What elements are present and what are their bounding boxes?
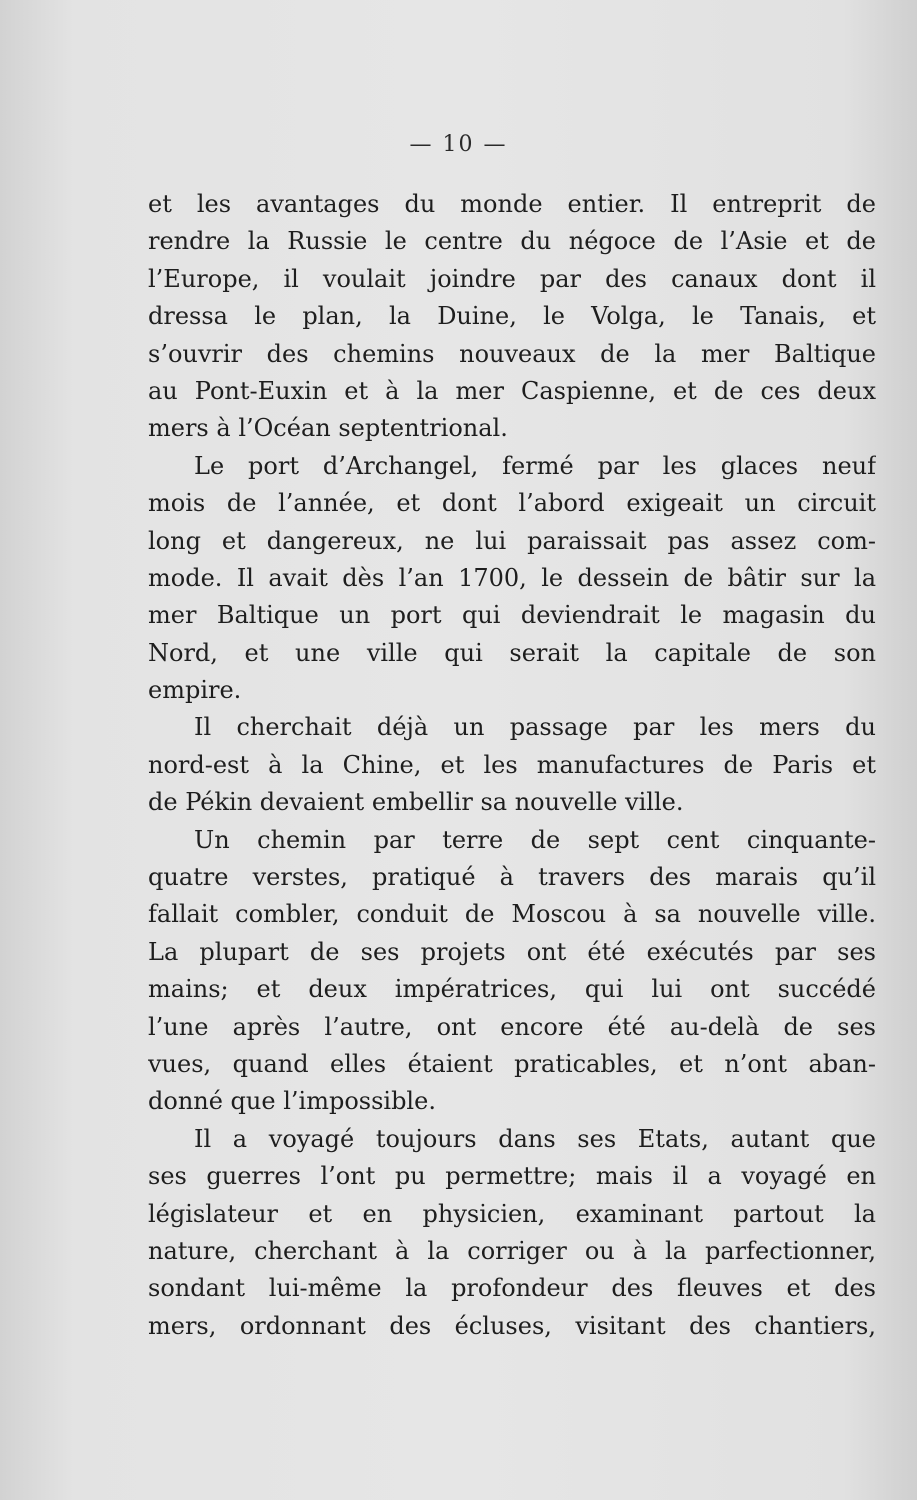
text-line: Nord, et une ville qui serait la capitale de son <box>148 638 876 667</box>
text-line: mois de l’année, et dont l’abord exigeait un circuit <box>148 489 876 518</box>
text-line: Un chemin par terre de sept cent cinquante- <box>194 825 876 854</box>
text-line: s’ouvrir des chemins nouveaux de la mer Baltique <box>148 339 876 368</box>
text-line: et les avantages du monde entier. Il entreprit de <box>148 190 876 218</box>
text-line: nature, cherchant à la corriger ou à la parfectionner, <box>148 1236 876 1265</box>
text-line: de Pékin devaient embellir sa nouvelle ville. <box>148 788 684 817</box>
text-line: long et dangereux, ne lui paraissait pas assez com- <box>148 526 876 555</box>
text-line: ses guerres l’ont pu permettre; mais il a voyagé en <box>148 1162 876 1191</box>
text-line: mers à l’Océan septentrional. <box>148 414 508 443</box>
text-line: quatre verstes, pratiqué à travers des marais qu’il <box>148 863 876 892</box>
text-line: l’une après l’autre, ont encore été au-delà de ses <box>148 1012 876 1041</box>
text-line: dressa le plan, la Duine, le Volga, le Tanais, et <box>148 302 876 331</box>
text-line: nord-est à la Chine, et les manufactures de Paris et <box>148 750 876 779</box>
text-line: mer Baltique un port qui deviendrait le magasin du <box>148 601 876 630</box>
page-number: — 10 — <box>409 132 508 157</box>
text-line: donné que l’impossible. <box>148 1087 436 1116</box>
text-line: l’Europe, il voulait joindre par des canaux dont il <box>148 264 876 293</box>
text-line: Il a voyagé toujours dans ses Etats, autant que <box>194 1124 876 1153</box>
body-text <box>148 186 876 1345</box>
text-line: mers, ordonnant des écluses, visitant des chantiers, <box>148 1311 876 1340</box>
text-line: fallait combler, conduit de Moscou à sa nouvelle ville. <box>148 900 876 929</box>
text-line: au Pont-Euxin et à la mer Caspienne, et de ces deux <box>148 376 876 405</box>
text-line: Il cherchait déjà un passage par les mers du <box>194 713 876 742</box>
text-line: vues, quand elles étaient praticables, et n’ont aban- <box>148 1049 876 1078</box>
text-line: mains; et deux impératrices, qui lui ont succédé <box>148 975 876 1004</box>
text-line: législateur et en physicien, examinant partout la <box>148 1199 876 1228</box>
text-line: Le port d’Archangel, fermé par les glaces neuf <box>194 451 876 480</box>
text-line: mode. Il avait dès l’an 1700, le dessein de bâtir sur la <box>148 563 876 592</box>
text-line: rendre la Russie le centre du négoce de l’Asie et de <box>148 227 876 256</box>
text-line: La plupart de ses projets ont été exécutés par ses <box>148 937 876 966</box>
text-line: sondant lui-même la profondeur des fleuves et des <box>148 1274 876 1303</box>
text-line: empire. <box>148 676 242 705</box>
